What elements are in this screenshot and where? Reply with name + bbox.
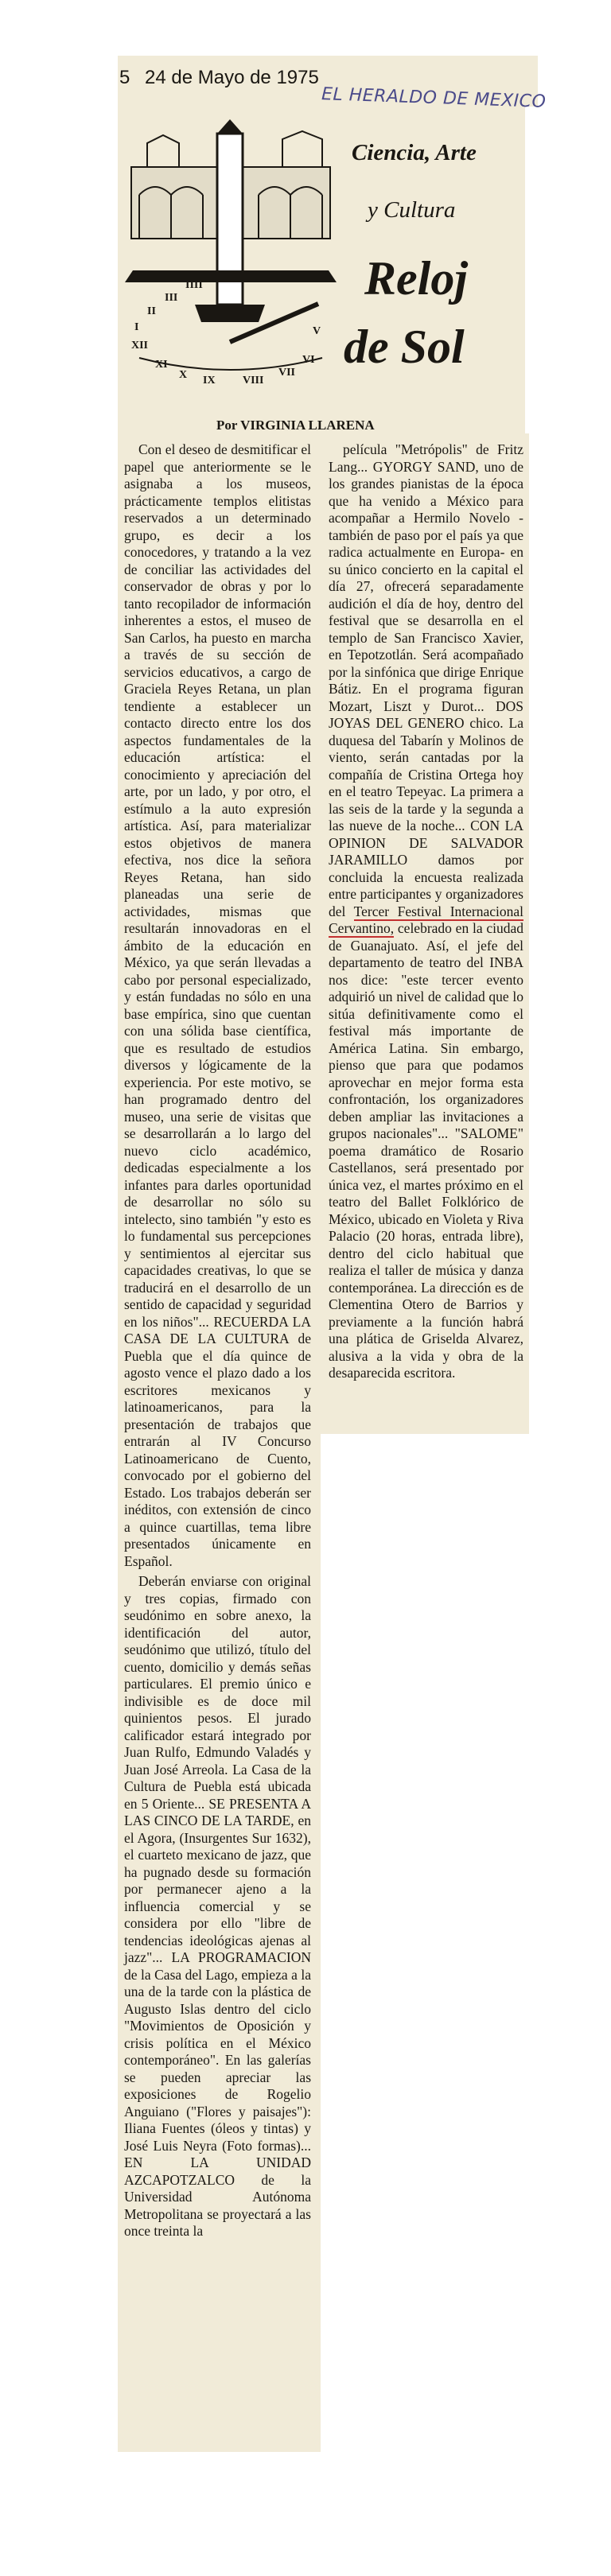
svg-text:VIII: VIII <box>243 375 264 387</box>
svg-text:IIII: IIII <box>185 279 203 291</box>
svg-text:XII: XII <box>131 340 149 352</box>
article-title-line1: Reloj <box>364 252 468 305</box>
section-heading-line2: y Cultura <box>368 197 456 223</box>
sundial-illustration <box>123 119 338 390</box>
svg-text:III: III <box>165 292 178 304</box>
article-body-right-column <box>329 441 523 1382</box>
svg-text:V: V <box>313 325 321 337</box>
section-heading-line1: Ciencia, Arte <box>352 140 477 165</box>
publication-date: 24 de Mayo de 1975 <box>145 67 319 88</box>
right-column-text-before: película "Metrópolis" de Fritz Lang... GYORGY SAND, uno de los grandes pianistas de la época que ha venido a México para acompañar a Hermilo Novelo -también de paso por el país ya que radica actualmente en Europa- en su único concierto en la capital el día 27, ofrecerá separadamente audición el día de hoy, dentro del festival que se desarrolla en el templo de San Francisco Xavier, en Tepotzotlán. Será acompañado por la sinfónica que dirige Enrique Bátiz. En el programa figuran Mozart, Liszt y Durot... DOS JOYAS DEL GENERO chico. La duquesa del Tabarín y Molinos de viento, serán cantadas por la compañía de Cristina Ortega hoy en el teatro Tepeyac. La primera a las seis de la tarde y la segunda a las nueve de la noche... CON LA OPINION DE SALVADOR JARAMILLO damos por concluida la encuesta realizada entre participantes y organizadores del <box>329 441 523 919</box>
article-paragraph: Con el deseo de desmitificar el papel que anteriormente se le asignaba a los museos, prácticamente templos elitistas reservados a un determinado grupo, es decir a los conocedores, y tratando a la vez de conciliar las actividades del conservador de obras y por lo tanto recopilador de información inherentes a estos, el museo de San Carlos, ha puesto en marcha a través de su sección de servicios educativos, a cargo de Graciela Reyes Retana, un plan tendiente a establecer un contacto directo entre los dos aspectos fundamentales de la educación artística: el conocimiento y apreciación del arte, por un lado, y por otro, el estímulo a la auto expresión artística. Así, para materializar estos objetivos de manera efectiva, nos dice la señora Reyes Retana, han sido planeadas una serie de actividades, mismas que resultarán innovadoras en el ámbito de la educación en México, ya que serán llevadas a cabo por personal especializado, y están fundadas no sólo en una base empírica, sino que cuentan con una sólida base científica, que es resultado de estudios diversos y lógicamente de la experiencia. Por este motivo, se han programado dentro del museo, una serie de visitas que se desarrollarán a lo largo del nuevo ciclo académico, dedicadas especialmente a los infantes para darles oportunidad de desarrollar no sólo su intelecto, sino también "y esto es lo fundamental sus percepciones y sentimientos al ejercitar sus capacidades creativas, lo que se traducirá en el desarrollo de un sentido de capacidad y seguridad en los niños"... RECUERDA LA CASA DE LA CULTURA de Puebla que el día quince de agosto vence el plazo dado a los escritores mexicanos y latinoamericanos, para la presentación de trabajos que entrarán al IV Concurso Latinoamericano de Cuento, convocado por el gobierno del Estado. Los trabajos deberán ser inéditos, con extensión de cinco a quince cuartillas, tema libre presentados únicamente en Español. <box>124 441 311 1569</box>
svg-text:IX: IX <box>203 375 216 387</box>
article-paragraph: Deberán enviarse con original y tres copias, firmado con seudónimo en sobre anexo, la identificación del autor, seudónimo que utilizó, título del cuento, domicilio y demás señas particulares. El premio único e indivisible es de doce mil quinientos pesos. El jurado calificador estará integrado por Juan Rulfo, Edmundo Valadés y Juan José Arreola. La Casa de la Cultura de Puebla está ubicada en 5 Oriente... SE PRESENTA A LAS CINCO DE LA TARDE, en el Agora, (Insurgentes Sur 1632), el cuarteto mexicano de jazz, que ha pugnado desde su formación por permanecer ajeno a la influencia comercial y se considera por ello "libre de tendencias ideológicas ajenas al jazz"... LA PROGRAMACION de la Casa del Lago, empieza a la una de la tarde con la plástica de Augusto Islas dentro del ciclo "Movimientos de Oposición y crisis política en el México contemporáneo". En las galerías se pueden apreciar las exposiciones de Rogelio Anguiano ("Flores y paisajes"): Iliana Fuentes (óleos y tintas) y José Luis Neyra (Foto formas)... EN LA UNIDAD AZCAPOTZALCO de la Universidad Autónoma Metropolitana se proyectará a las once treinta la <box>124 1573 311 2239</box>
right-column-text-after: celebrado en la ciudad de Guanajuato. Así, el jefe del departamento de teatro del INBA nos dice: "este tercer evento adquirió un nivel de calidad que lo sitúa definitivamente como el festival más importante de América Latina. Sin embargo, pienso que para que podamos aprovechar en mejor forma esta confrontación, los organizadores deben ampliar las invitaciones a grupos nacionales"... "SALOME" poema dramático de Rosario Castellanos, será presentado por única vez, el martes próximo en el teatro del Ballet Folklórico de México, ubicado en Violeta y Riva Palacio (20 horas, entrada libre), dentro del ciclo habitual que realiza el taller de música y danza contemporánea. La dirección es de Clementina Otero de Barrios y previamente a la función habrá una plática de Griselda Alvarez, alusiva a la vida y obra de la desaparecida escritora. <box>329 920 523 1381</box>
underlined-festival-name: Tercer Festival Internacional Cervantino, <box>329 903 523 936</box>
article-paragraph <box>329 441 523 1382</box>
handwritten-source: EL HERALDO DE MEXICO <box>321 84 547 112</box>
svg-text:II: II <box>147 305 156 317</box>
page-mark: 5 <box>119 67 130 88</box>
svg-text:X: X <box>179 369 188 381</box>
byline: Por VIRGINIA LLARENA <box>216 418 375 433</box>
article-title-line2: de Sol <box>344 321 465 373</box>
svg-text:XI: XI <box>155 359 168 371</box>
svg-text:VI: VI <box>302 354 315 366</box>
article-body-left-column <box>124 441 311 2240</box>
svg-text:VII: VII <box>278 367 296 379</box>
svg-text:I: I <box>134 321 139 333</box>
